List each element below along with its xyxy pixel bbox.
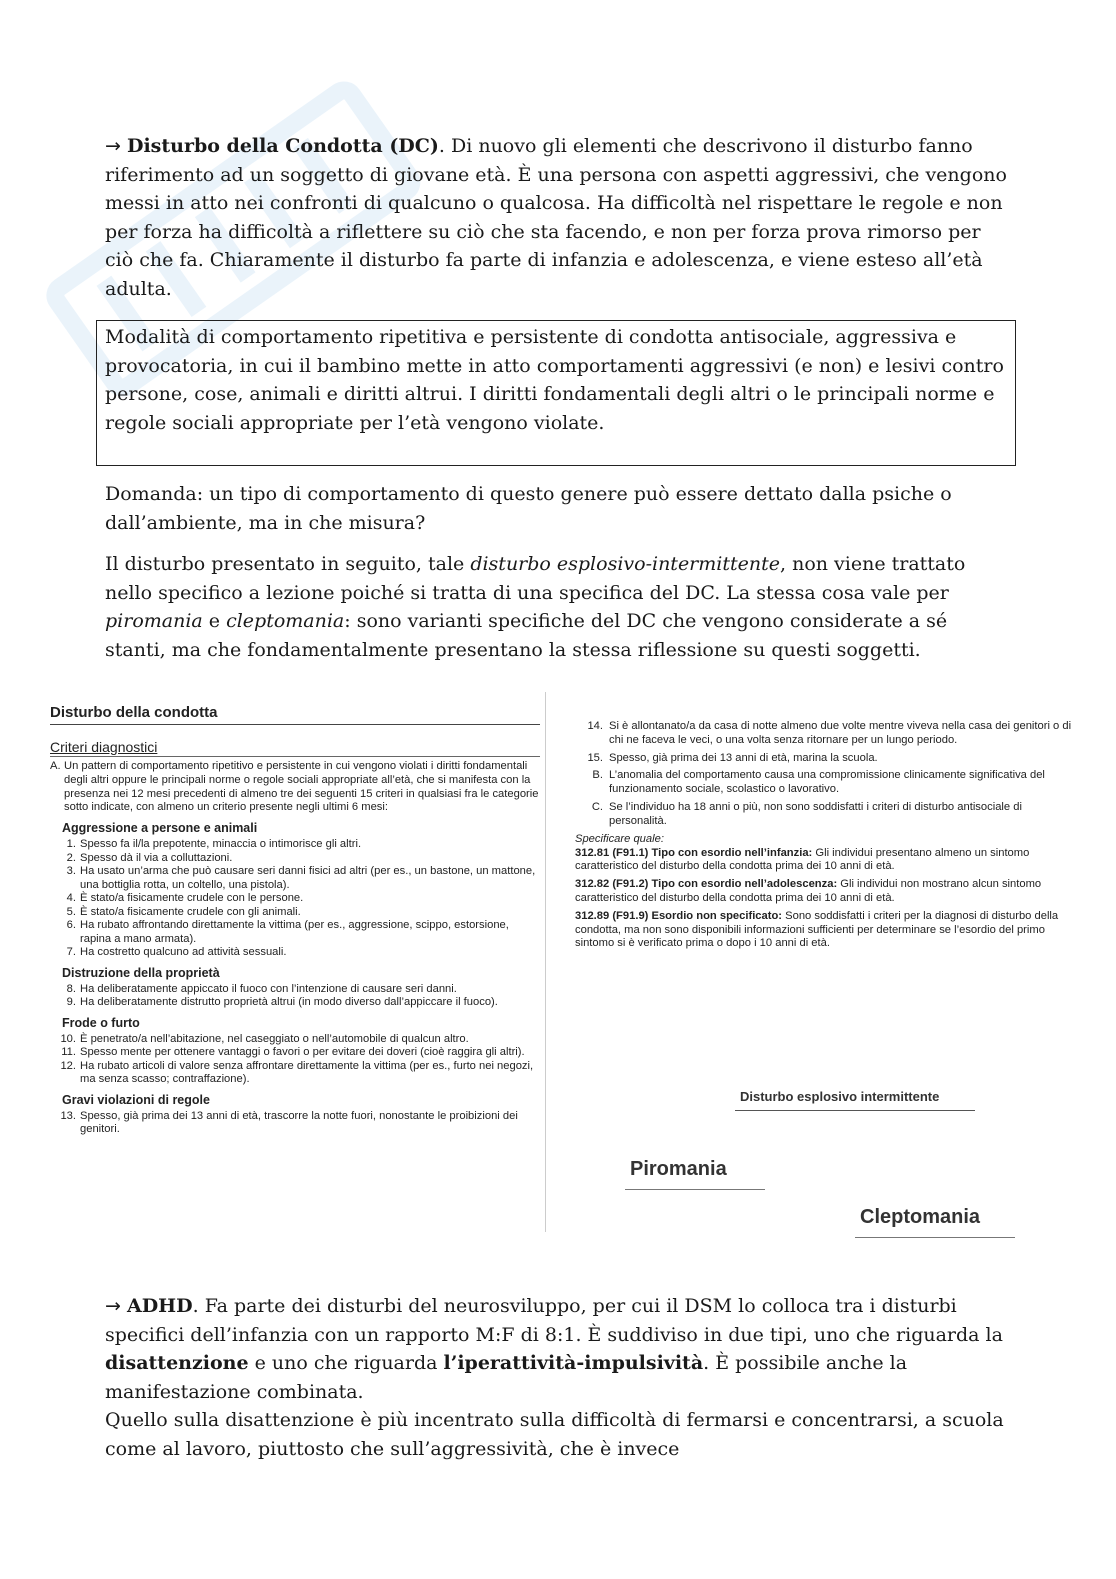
criterion-number: 1. — [66, 838, 76, 851]
specifier-item — [575, 878, 1075, 906]
criterion-item — [50, 865, 542, 892]
specifier-code: 312.81 (F91.1) Tipo con esordio nell’infanzia: — [575, 846, 813, 859]
criterion-number: 5. — [66, 905, 76, 918]
variants-text-2: , non viene trattato nello specifico a lezione poiché si tratta di una specifica del DC. La stessa cosa vale per — [105, 553, 966, 604]
criterion-number: 13. — [60, 1109, 76, 1122]
criterion-item — [50, 946, 542, 960]
adhd-text-3: . È possibile anche la manifestazione combinata. — [105, 1352, 908, 1403]
criterion-b — [575, 769, 1075, 797]
criterion-item — [575, 752, 1075, 766]
heading-esplosivo: Disturbo esplosivo intermittente — [740, 1089, 940, 1104]
question-paragraph: Domanda: un tipo di comportamento di questo genere può essere dettato dalla psiche o dall’ambiente, ma in che misura? — [105, 483, 952, 534]
criterion-number: C. — [591, 800, 603, 813]
criterion-text: È penetrato/a nell’abitazione, nel caseggiato o nell’automobile di qualcun altro. — [80, 1032, 469, 1045]
criterion-c — [575, 801, 1075, 829]
section-condotta-title: Disturbo della Condotta (DC) — [126, 135, 439, 157]
criteria-rule — [50, 756, 540, 757]
variants-italic-cleptomania: cleptomania — [226, 610, 345, 632]
criterion-a — [50, 760, 542, 815]
group-list — [50, 1110, 542, 1137]
criterion-number: B. — [592, 769, 603, 782]
adhd-paragraph — [105, 1292, 1010, 1463]
specifier-code: 312.82 (F91.2) Tipo con esordio nell’adolescenza: — [575, 878, 838, 891]
criterion-number: 12. — [60, 1059, 76, 1072]
variants-italic-piromania: piromania — [105, 610, 203, 632]
heading-piromania-rule — [625, 1189, 765, 1190]
adhd-title: ADHD — [126, 1295, 193, 1317]
group-list — [50, 838, 542, 960]
criterion-number: 4. — [66, 892, 76, 905]
criterion-item — [50, 1033, 542, 1047]
criterion-text: Se l’individuo ha 18 anni o più, non sono soddisfatti i criteri di disturbo antisociale di personalità. — [609, 800, 1022, 827]
criterion-number: 3. — [66, 865, 76, 878]
criterion-number: 15. — [587, 751, 603, 764]
criterion-text: È stato/a fisicamente crudele con le persone. — [80, 892, 304, 905]
dsm-scan-figure — [40, 692, 1080, 1252]
criterion-number: 11. — [61, 1046, 76, 1059]
variants-text-3: e — [202, 610, 227, 632]
criterion-item — [50, 996, 542, 1010]
scan-left-column — [50, 704, 542, 1137]
criterion-number: 9. — [66, 996, 76, 1009]
criterion-a-label: A. — [50, 760, 61, 772]
criterion-item — [50, 1110, 542, 1137]
criteria-title: Criteri diagnostici — [50, 739, 158, 755]
criterion-text: Ha rubato articoli di valore senza affrontare direttamente la vittima (per es., furto nei negozi, ma senza scasso; contraffazione). — [80, 1059, 534, 1086]
criterion-text: Ha deliberatamente distrutto proprietà altrui (in modo diverso dall’appiccare il fuoco). — [80, 996, 498, 1009]
criterion-item — [50, 1046, 542, 1060]
criterion-a-text: Un pattern di comportamento ripetitivo e persistente in cui vengono violati i diritti fondamentali degli altri oppure le principali norme o regole sociali appropriate all’età, che si manifesta con la presenza nei 12 mesi precedenti di almeno tre dei seguenti 15 criteri in qualsiasi fra le categorie sotto indicate, con almeno un criterio presente negli ultimi 6 mesi: — [64, 760, 539, 814]
criterion-item — [50, 838, 542, 852]
criterion-number: 7. — [66, 946, 76, 959]
heading-esplosivo-rule — [735, 1110, 975, 1111]
group-heading: Frode o furto — [62, 1015, 140, 1030]
criterion-item — [50, 892, 542, 906]
variants-text-4: : sono varianti specifiche del DC che vengono considerate a sé stanti, ma che fondamentalmente presentano la stessa riflessione su questi soggetti. — [105, 610, 948, 661]
criterion-item — [50, 919, 542, 946]
group-list — [50, 1033, 542, 1087]
criterion-text: Ha costretto qualcuno ad attività sessuali. — [80, 946, 287, 959]
criterion-item — [50, 1060, 542, 1087]
variants-italic-esplosivo: disturbo esplosivo-intermittente — [470, 553, 780, 575]
column-divider — [545, 692, 546, 1232]
scan-right-column — [575, 720, 1075, 951]
criterion-text: Spesso, già prima dei 13 anni di età, marina la scuola. — [609, 751, 878, 764]
criterion-number: 2. — [66, 851, 76, 864]
criterion-text: Ha deliberatamente appiccato il fuoco con l’intenzione di causare seri danni. — [80, 982, 457, 995]
criterion-item — [50, 852, 542, 866]
criterion-number: 6. — [66, 919, 76, 932]
arrow-icon: → — [105, 1295, 121, 1317]
specifier-text: Gli individui presentano almeno un sintomo caratteristico del disturbo della condotta prima dei 10 anni di età. — [575, 846, 1030, 873]
criterion-text: L’anomalia del comportamento causa una compromissione clinicamente significativa del funzionamento sociale, scolastico o lavorativo. — [609, 769, 1045, 796]
criterion-text: Ha rubato affrontando direttamente la vittima (per es., aggressione, scippo, estorsione, rapina a mano armata). — [80, 919, 509, 945]
criterion-item — [575, 720, 1075, 748]
adhd-text-2: e uno che riguarda — [248, 1352, 444, 1374]
criterion-text: È stato/a fisicamente crudele con gli animali. — [80, 905, 301, 918]
criterion-text: Spesso dà il via a colluttazioni. — [80, 851, 233, 864]
criterion-item — [50, 906, 542, 920]
group-heading: Gravi violazioni di regole — [62, 1092, 210, 1107]
variants-text-1: Il disturbo presentato in seguito, tale — [105, 553, 471, 575]
definition-box: Modalità di comportamento ripetitiva e persistente di condotta antisociale, aggressiva e provocatoria, in cui il bambino mette in atto comportamenti aggressivi (e non) e lesivi contro persone, cose, animali e diritti altrui. I diritti fondamentali degli altri o le principali norme e regole sociali appropriate per l’età vengono violate. — [96, 320, 1016, 466]
scan-title-rule — [50, 724, 540, 725]
criterion-text: Ha usato un’arma che può causare seri danni fisici ad altri (per es., un bastone, un mattone, una bottiglia rotta, un coltello, una pistola). — [80, 865, 536, 891]
specifier-text: Sono soddisfatti i criteri per la diagnosi di disturbo della condotta, ma non sono disponibili informazioni sufficienti per determinare se l’esordio del primo sintomo si è verificato prima o dopo i 10 anni di età. — [575, 909, 1059, 950]
specify-label: Specificare quale: — [575, 832, 664, 845]
adhd-bold-disattenzione: disattenzione — [105, 1352, 249, 1374]
criterion-number: 10. — [60, 1032, 76, 1045]
group-heading: Aggressione a persone e animali — [62, 821, 258, 836]
specifier-item — [575, 847, 1075, 875]
criterion-item — [50, 983, 542, 997]
heading-cleptomania-rule — [855, 1237, 1015, 1238]
heading-piromania: Piromania — [630, 1158, 727, 1180]
criterion-text: Si è allontanato/a da casa di notte almeno due volte mentre viveva nella casa dei genitori o di chi ne faceva le veci, o una volta senza ritornare per un lungo periodo. — [609, 720, 1072, 746]
arrow-icon: → — [105, 135, 121, 157]
criterion-number: 8. — [66, 982, 76, 995]
specifier-item — [575, 910, 1075, 951]
section-condotta-text: . Di nuovo gli elementi che descrivono il disturbo fanno riferimento ad un soggetto di giovane età. È una persona con aspetti aggressivi, che vengono messi in atto nei confronti di qualcuno o qualcosa. Ha difficoltà nel rispettare le regole e non per forza ha difficoltà a riflettere su ciò che sta facendo, e non per forza prova rimorso per ciò che fa. Chiaramente il disturbo fa parte di infanzia e adolescenza, e viene esteso all’età adulta. — [105, 135, 1007, 300]
adhd-text-1: . Fa parte dei disturbi del neurosviluppo, per cui il DSM lo colloca tra i disturbi specifici dell’infanzia con un rapporto M:F di 8:1. È suddiviso in due tipi, uno che riguarda la — [105, 1295, 1003, 1346]
criterion-text: Spesso mente per ottenere vantaggi o favori o per evitare dei doveri (cioè raggira gli altri). — [80, 1046, 525, 1059]
criterion-text: Spesso fa il/la prepotente, minaccia o intimorisce gli altri. — [80, 838, 362, 851]
group-list — [50, 983, 542, 1010]
group-heading: Distruzione della proprietà — [62, 965, 220, 980]
section-condotta-paragraph — [105, 132, 1010, 303]
variants-paragraph — [105, 550, 1010, 664]
criterion-text: Spesso, già prima dei 13 anni di età, trascorre la notte fuori, nonostante le proibizioni dei genitori. — [80, 1109, 518, 1136]
specifier-code: 312.89 (F91.9) Esordio non specificato: — [575, 909, 783, 922]
criterion-number: 14. — [587, 720, 603, 732]
heading-cleptomania: Cleptomania — [860, 1206, 981, 1228]
scan-title: Disturbo della condotta — [50, 704, 218, 721]
specifier-text: Gli individui non mostrano alcun sintomo caratteristico del disturbo della condotta prima dei 10 anni di età. — [575, 878, 1042, 904]
adhd-bold-iperattivita: l’iperattività-impulsività — [443, 1352, 704, 1374]
adhd-text-4: Quello sulla disattenzione è più incentrato sulla difficoltà di fermarsi e concentrarsi, a scuola come al lavoro, piuttosto che sull’aggressività, che è invece — [105, 1409, 1004, 1460]
